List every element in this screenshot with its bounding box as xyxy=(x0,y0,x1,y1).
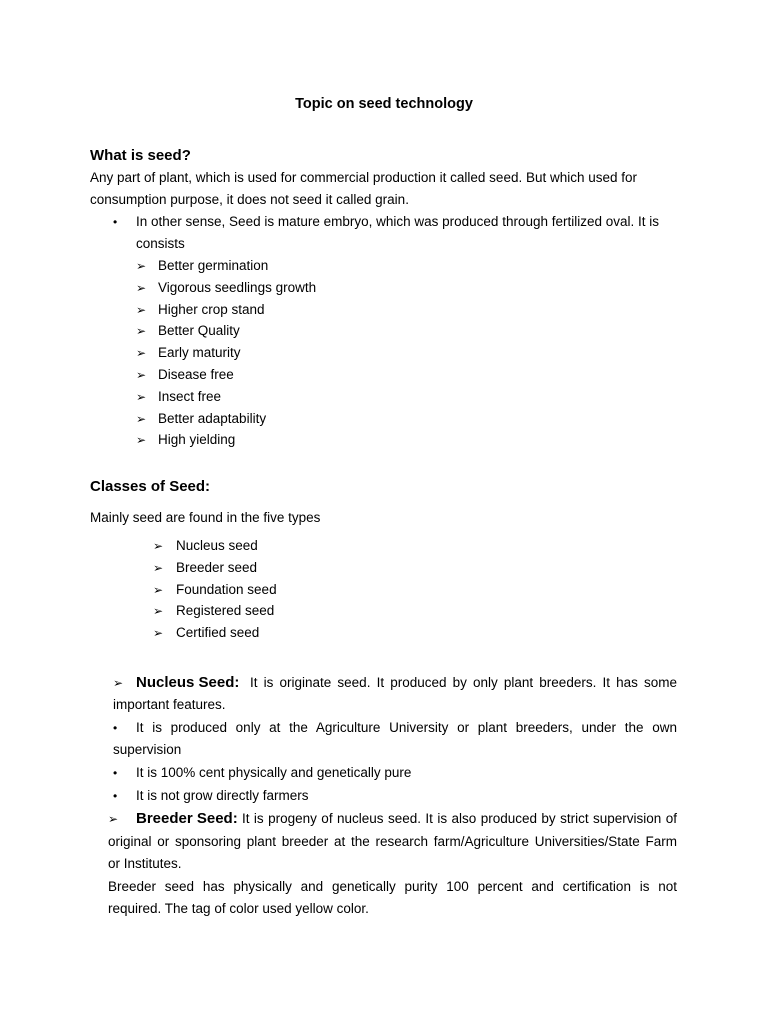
nucleus-seed-line xyxy=(136,674,239,692)
paragraph-line: It is progeny of nucleus seed. It is also produced by strict supervision of xyxy=(242,811,677,826)
paragraph-line: Breeder seed has physically and genetically purity 100 percent and certification is not xyxy=(108,879,677,894)
arrow-bullet-icon: ➢ xyxy=(136,433,147,448)
bullet-icon: • xyxy=(113,766,118,780)
bullet-text: consists xyxy=(136,236,185,251)
arrow-bullet-icon: ➢ xyxy=(136,368,147,382)
bullet-text: It is produced only at the Agriculture University or plant breeders, under the own xyxy=(136,720,677,735)
paragraph-line: or Institutes. xyxy=(108,856,182,871)
list-item: Better germination xyxy=(158,258,269,273)
arrow-bullet-icon: ➢ xyxy=(113,676,124,690)
list-item: Early maturity xyxy=(158,345,241,361)
bullet-text: supervision xyxy=(113,742,182,757)
arrow-bullet-icon: ➢ xyxy=(136,259,147,273)
paragraph-line: required. The tag of color used yellow color. xyxy=(108,901,369,916)
bullet-text: It is 100% cent physically and genetically pure xyxy=(136,765,412,780)
list-item: Foundation seed xyxy=(176,581,277,597)
list-item: Disease free xyxy=(158,367,234,382)
list-item: Better adaptability xyxy=(158,410,267,426)
arrow-bullet-icon: ➢ xyxy=(153,560,164,575)
paragraph-line: Mainly seed are found in the five types xyxy=(90,510,321,525)
list-item: High yielding xyxy=(158,432,236,448)
paragraph-line: important features. xyxy=(113,697,226,712)
bullet-icon: • xyxy=(113,789,118,803)
list-item: Vigorous seedlings growth xyxy=(158,279,317,295)
arrow-bullet-icon: ➢ xyxy=(153,626,164,641)
paragraph-line: Any part of plant, which is used for commercial production it called seed. But which used for xyxy=(90,170,638,185)
arrow-bullet-icon: ➢ xyxy=(153,539,164,553)
paragraph-line: original or sponsoring plant breeder at the research farm/Agriculture Universities/State Farm xyxy=(108,834,677,849)
bullet-text: It is not grow directly farmers xyxy=(136,788,309,803)
list-item: Certified seed xyxy=(176,625,260,641)
list-item: Insect free xyxy=(158,388,222,404)
page-title: Topic on seed technology xyxy=(295,96,473,112)
bullet-icon: • xyxy=(113,215,118,229)
paragraph-line: consumption purpose, it does not seed it called grain. xyxy=(90,192,409,207)
nucleus-seed-colon: : xyxy=(234,674,240,691)
list-item: Nucleus seed xyxy=(176,538,258,553)
arrow-bullet-icon: ➢ xyxy=(136,389,147,404)
nucleus-seed-label: Nucleus Seed xyxy=(136,674,235,691)
list-item: Registered seed xyxy=(176,603,275,619)
arrow-bullet-icon: ➢ xyxy=(136,302,147,317)
arrow-bullet-icon: ➢ xyxy=(108,812,119,826)
arrow-bullet-icon: ➢ xyxy=(153,582,164,597)
arrow-bullet-icon: ➢ xyxy=(136,324,147,339)
list-item: Higher crop stand xyxy=(158,301,265,317)
list-item: Better Quality xyxy=(158,323,240,339)
heading-what-is-seed: What is seed? xyxy=(90,147,191,164)
list-item: Breeder seed xyxy=(176,559,258,575)
arrow-bullet-icon: ➢ xyxy=(136,280,147,295)
arrow-bullet-icon: ➢ xyxy=(153,604,164,619)
bullet-text: In other sense, Seed is mature embryo, which was produced through fertilized oval. It is xyxy=(136,214,660,229)
arrow-bullet-icon: ➢ xyxy=(136,411,147,426)
paragraph-line: It is originate seed. It produced by only plant breeders. It has some xyxy=(250,675,677,690)
breeder-seed-label: Breeder Seed: xyxy=(136,810,238,827)
heading-classes-of-seed: Classes of Seed: xyxy=(90,478,211,495)
arrow-bullet-icon: ➢ xyxy=(136,346,147,361)
bullet-icon: • xyxy=(113,721,118,735)
